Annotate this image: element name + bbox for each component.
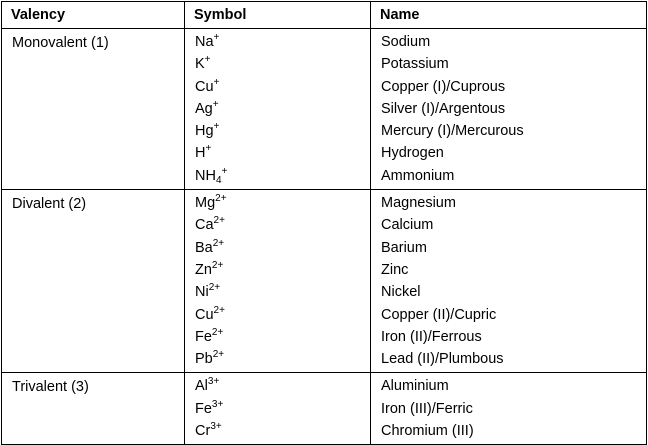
symbol-cell (185, 190, 371, 373)
ion-charge: 2+ (215, 193, 227, 205)
ion-symbol-base: K (195, 56, 205, 73)
ion-symbol (185, 31, 370, 53)
ion-symbol-base: NH (195, 167, 216, 184)
ion-charge: 2+ (208, 282, 221, 294)
ion-name: Ammonium (381, 167, 455, 184)
ion-charge: + (213, 76, 220, 88)
ion-name: Iron (II)/Ferrous (381, 328, 482, 345)
valency-group-label: Monovalent (1) (2, 29, 185, 190)
valency-table (1, 1, 647, 445)
ion-symbol-base: Ni (195, 284, 209, 301)
ion-charge: 2+ (213, 304, 225, 316)
ion-symbol-base: Pb (195, 351, 213, 368)
ion-charge: 2+ (212, 237, 225, 249)
ion-symbol-subscript: 4 (215, 174, 222, 186)
ion-name: Mercury (I)/Mercurous (381, 123, 524, 140)
ion-symbol-base: Ag (195, 100, 213, 117)
ion-charge: 2+ (211, 326, 224, 338)
ion-symbol (185, 304, 370, 326)
ion-symbol-base: Fe (195, 328, 212, 345)
table-body (2, 29, 647, 445)
ion-symbol (185, 214, 370, 236)
ion-charge: + (213, 121, 220, 133)
ion-charge: + (221, 165, 228, 177)
ion-name: Lead (II)/Plumbous (381, 351, 504, 368)
ion-symbol (185, 142, 370, 164)
ion-symbol (185, 281, 370, 303)
ion-symbol (185, 98, 370, 120)
header-symbol: Symbol (185, 2, 371, 29)
ion-symbol (185, 120, 370, 142)
header-valency: Valency (2, 2, 185, 29)
ion-name: Iron (III)/Ferric (381, 400, 473, 417)
ion-name: Zinc (381, 261, 409, 278)
ion-symbol (185, 76, 370, 98)
ion-symbol-base: Al (195, 378, 208, 395)
ion-name: Aluminium (381, 378, 449, 395)
ion-name: Copper (II)/Cupric (381, 306, 497, 323)
symbol-cell (185, 29, 371, 190)
ion-charge: + (204, 54, 211, 66)
ion-symbol-base: Hg (195, 123, 214, 140)
table-header (2, 2, 647, 29)
ion-charge: + (205, 143, 212, 155)
ion-name: Nickel (381, 284, 421, 301)
ion-name: Chromium (III) (381, 423, 474, 440)
ion-name: Silver (I)/Argentous (381, 100, 506, 117)
name-cell (371, 190, 647, 373)
header-name: Name (371, 2, 647, 29)
ion-symbol-base: Na (195, 34, 214, 50)
ion-name: Copper (I)/Cuprous (381, 78, 506, 95)
ion-charge: 2+ (213, 215, 225, 227)
table-row (2, 29, 647, 190)
name-cell (371, 29, 647, 190)
ion-charge: + (213, 32, 220, 43)
ion-symbol (185, 398, 370, 420)
ion-symbol (185, 192, 370, 214)
ion-symbol (185, 375, 370, 397)
ion-symbol-base: Ba (195, 239, 213, 256)
ion-symbol-base: Cr (195, 423, 211, 440)
ion-charge: 3+ (210, 421, 222, 433)
ion-symbol (185, 237, 370, 259)
ion-charge: 2+ (212, 349, 225, 361)
ion-charge: 3+ (211, 398, 224, 410)
ion-charge: + (212, 98, 219, 110)
ion-symbol-base: Mg (195, 195, 216, 212)
valency-group-label: Divalent (2) (2, 190, 185, 373)
ion-symbol (185, 165, 370, 187)
ion-symbol (185, 53, 370, 75)
ion-symbol (185, 326, 370, 348)
ion-symbol-base: H (195, 145, 206, 162)
ion-name: Magnesium (381, 195, 456, 212)
ion-symbol-base: Ca (195, 217, 214, 234)
ion-symbol-base: Cu (195, 306, 214, 323)
ion-name: Barium (381, 239, 427, 256)
ion-name: Calcium (381, 217, 434, 234)
ion-symbol-base: Cu (195, 78, 214, 95)
ion-charge: 3+ (207, 376, 220, 388)
ion-name: Hydrogen (381, 145, 444, 162)
ion-charge: 2+ (211, 259, 224, 271)
ion-symbol-base: Fe (195, 400, 212, 417)
header-row (2, 2, 647, 29)
ion-name: Potassium (381, 56, 449, 73)
valency-group-label: Trivalent (3) (2, 373, 185, 445)
ion-symbol (185, 348, 370, 370)
symbol-cell (185, 373, 371, 445)
table-row (2, 190, 647, 373)
table-row (2, 373, 647, 445)
ion-symbol (185, 420, 370, 442)
ion-symbol (185, 259, 370, 281)
ion-symbol-base: Zn (195, 261, 212, 278)
ion-name: Sodium (381, 34, 431, 50)
name-cell (371, 373, 647, 445)
